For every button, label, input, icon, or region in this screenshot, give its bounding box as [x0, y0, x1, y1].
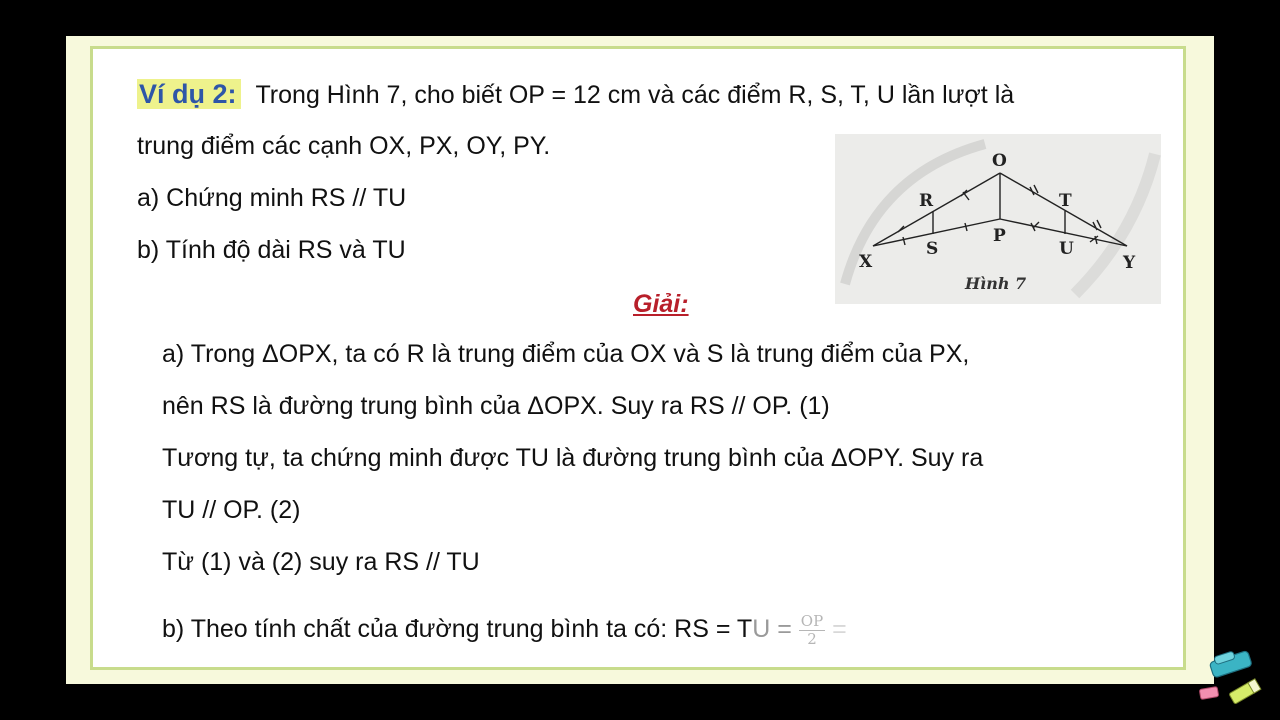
equals-sign: =: [832, 615, 847, 644]
solution-a-line-1: a) Trong ΔOPX, ta có R là trung điểm của OX và S là trung điểm của PX,: [162, 340, 970, 368]
slide: [66, 36, 1214, 684]
fraction-op-over-2: [799, 613, 825, 648]
point-label-t: T: [1059, 191, 1072, 211]
fraction-numerator: OP: [800, 612, 824, 630]
problem-line-1: [137, 79, 1014, 110]
solution-b-text: b) Theo tính chất của đường trung bình ta có: RS = T: [162, 615, 753, 644]
point-label-u: U: [1059, 239, 1074, 259]
figure-caption: Hình 7: [965, 274, 1027, 293]
solution-a-line-2: nên RS là đường trung bình của ΔOPX. Suy ra RS // OP. (1): [162, 392, 830, 420]
figure-hinh-7: [835, 134, 1161, 304]
point-label-r: R: [919, 191, 934, 211]
problem-line-2: trung điểm các cạnh OX, PX, OY, PY.: [137, 132, 551, 160]
point-label-o: O: [992, 151, 1007, 171]
eraser-decoration-icon: [1196, 648, 1266, 708]
solution-b-line: [162, 613, 847, 648]
solution-a-line-3: Tương tự, ta chứng minh được TU là đường trung bình của ΔOPY. Suy ra: [162, 444, 984, 472]
problem-part-a: a) Chứng minh RS // TU: [137, 184, 407, 212]
point-label-s: S: [926, 239, 939, 259]
problem-text-1: Trong Hình 7, cho biết OP = 12 cm và các điểm R, S, T, U lần lượt là: [255, 81, 1015, 109]
solution-a-line-4: TU // OP. (2): [162, 496, 301, 524]
fraction-denominator: 2: [807, 630, 817, 648]
solution-heading: Giải:: [633, 290, 689, 318]
problem-part-b: b) Tính độ dài RS và TU: [137, 236, 406, 264]
point-label-y: Y: [1123, 253, 1136, 273]
triangle-diagram: [835, 134, 1161, 304]
example-label: Ví dụ 2:: [137, 79, 241, 109]
content-card: [90, 46, 1186, 670]
solution-a-line-5: Từ (1) và (2) suy ra RS // TU: [162, 548, 480, 576]
solution-b-text-fade: U =: [752, 615, 792, 644]
point-label-x: X: [859, 252, 873, 272]
point-label-p: P: [993, 226, 1006, 246]
